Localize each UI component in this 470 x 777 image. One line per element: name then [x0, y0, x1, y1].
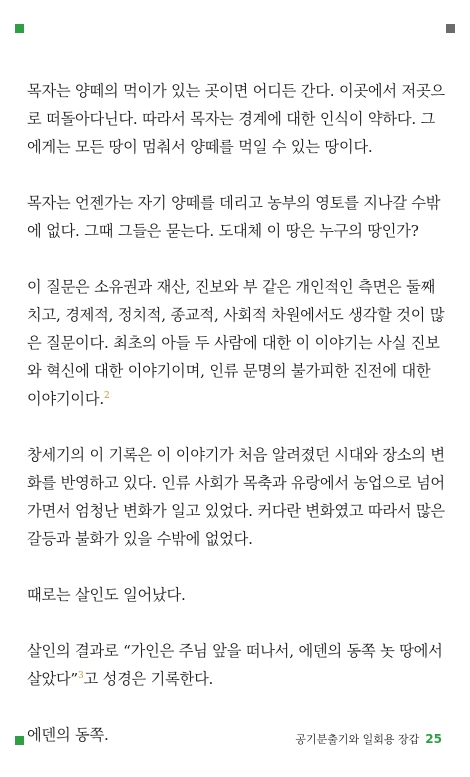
- running-title: 공기분출기와 일회용 장갑: [295, 733, 420, 746]
- page-footer: [295, 731, 442, 747]
- paragraph: [27, 581, 447, 609]
- paragraph-text: 살인의 결과로 “가인은 주님 앞을 떠나서, 에덴의 동쪽 놋 땅에서 살았다”: [27, 642, 443, 688]
- paragraph: [27, 273, 447, 413]
- paragraph-text: 창세기의 이 기록은 이 이야기가 처음 알려졌던 시대와 장소의 변화를 반영하고 있다. 인류 사회가 목축과 유랑에서 농업으로 넘어가면서 엄청난 변화가 일고 있었다. 커다란 변화였고 따라서 많은 갈등과 불화가 있을 수밖에 없었다.: [27, 446, 445, 548]
- paragraph: [27, 189, 447, 245]
- paragraph-text: 때로는 살인도 일어났다.: [27, 586, 186, 604]
- paragraph-text-tail: 고 성경은 기록한다.: [83, 670, 214, 688]
- paragraph-text: 에덴의 동쪽.: [27, 726, 109, 744]
- page-body: [27, 77, 447, 777]
- paragraph: [27, 77, 447, 161]
- paragraph-text: 목자는 양떼의 먹이가 있는 곳이면 어디든 간다. 이곳에서 저곳으로 떠돌아다닌다. 따라서 목자는 경계에 대한 인식이 약하다. 그에게는 모든 땅이 멈춰서 양떼를 먹일 수 있는 땅이다.: [27, 82, 445, 156]
- footnote-marker[interactable]: 2: [103, 390, 110, 401]
- corner-marker-green: [15, 24, 24, 33]
- paragraph-text: 이 질문은 소유권과 재산, 진보와 부 같은 개인적인 측면은 둘째 치고, 경제적, 정치적, 종교적, 사회적 차원에서도 생각할 것이 많은 질문이다. 최초의 아들 두 사람에 대한 이 이야기는 사실 진보와 혁신에 대한 이야기이며, 인류 문명의 불가피한 진전에 대한 이야기이다.: [27, 278, 445, 408]
- corner-marker-gray: [446, 24, 455, 33]
- corner-marker-green: [15, 736, 24, 745]
- paragraph: [27, 637, 447, 693]
- footnote-marker[interactable]: 3: [77, 670, 84, 681]
- paragraph-text: 목자는 언젠가는 자기 양떼를 데리고 농부의 영토를 지나갈 수밖에 없다. 그때 그들은 묻는다. 도대체 이 땅은 누구의 땅인가?: [27, 194, 441, 240]
- page-number: 25: [425, 732, 442, 746]
- paragraph: [27, 441, 447, 553]
